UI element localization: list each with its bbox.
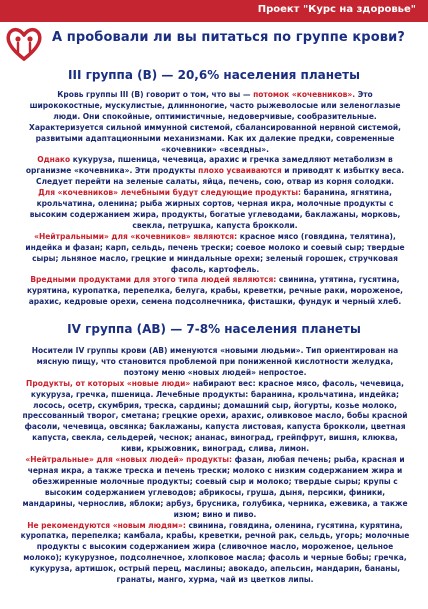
group3-paragraph-5: Вредными продуктами для этого типа людей являются: свинина, утятина, гусятина, курятина, куропатка, перепелка, белуга, крабы, креветки, речные раки, мороженое, арахис, кедровые орехи, семена подсолнечника, фисташки, фундук и черный хлеб.	[26, 275, 404, 307]
group4-paragraph-1: Носители IV группы крови (AB) именуются «новыми людьми». Тип ориентирован на мясную пищу, что становится проблемой при пониженной кислотности желудка, поэтому меню «новых людей» непростое.	[31, 346, 399, 377]
group3-paragraph-2: Однако кукуруза, пшеница, чечевица, арахис и гречка замедляют метаболизм в организме «кочевника». Эти продукты плохо усваиваются и приводят к избытку веса. Следует перейти на зеленые салаты, яйца, печень, сою, отвар из корня солодки.	[25, 155, 405, 187]
page-title: А пробовали ли вы питаться по группе крови?	[52, 30, 405, 45]
group4-text	[20, 346, 410, 586]
heart-people-icon	[5, 25, 43, 61]
group4-paragraph-2: Продукты, от которых «новые люди» набирают вес: красное мясо, фасоль, чечевица, кукуруза, гречка, пшеница. Лечебные продукты: баранина, крольчатина, индейка; лосось, осетр, скумбрия, треска, сардины; домашний сыр, йогурты, козье молоко, прессованный творог, сметана; грецкие орехи, арахис, оливковое масло, бобы красной фасоли, чечевица, овсянка; баклажаны, капуста листовая, капуста брокколи, цветная капуста, свекла, сельдерей, чеснок; ананас, виноград, грейпфрут, вишня, клюква, киви, крыжовник, виноград, слива, лимон.	[22, 378, 408, 454]
group4-paragraph-3: «Нейтральные» для «новых людей» продукты: фазан, любая печень; рыба, красная и черная икра, а также треска и печень трески; молоко с низким содержанием жира и обезжиренные молочные продукты; соевый сыр и молоко; твердые сыры; крупы с высоким содержанием углеводов; абрикосы, груша, дыня, персики, финики, мандарины, чернослив, яблоки; арбуз, брусника, голубика, черника, ежевика, а также изюм; вино и пиво.	[22, 455, 408, 519]
group4-title: IV группа (AB) — 7-8% населения планеты	[67, 322, 361, 336]
group4-paragraph-4: Не рекомендуются «новым людям»: свинина, говядина, оленина, гусятина, курятина, куропатка, перепелка; камбала, крабы, креветки, речной рак, сельдь, угорь; молочные продукты с высоким содержанием жира (сливочное масло, мороженое, цельное молоко); кукурузное, подсолнечное, хлопковое масла; фасоль и черные бобы; гречка, кукуруза, артишок, острый перец, маслины; авокадо, апельсин, мандарин, бананы, гранаты, манго, хурма, чай из цветков липы.	[20, 520, 410, 585]
group3-title: III группа (B) — 20,6% населения планеты	[68, 68, 360, 82]
project-title: Проект "Курс на здоровье"	[257, 4, 416, 15]
header-bar	[0, 0, 428, 22]
group3-paragraph-1: Кровь группы III (B) говорит о том, что вы — потомок «кочевников». Это ширококостные, мускулистые, длинноногие, часто рыжеволосые или зеленоглазые люди. Они спокойные, оптимистичные, недоверчивые, сообразительные. Характеризуется сильной иммунной системой, сбалансированной нервной системой, развитыми адаптационными механизмами. Как их далекие предки, современные «кочевники» «всеядны».	[29, 90, 401, 154]
group3-paragraph-4: «Нейтральными» для «кочевников» являются: красное мясо (говядина, телятина), индейка и фазан; карп, сельдь, печень трески; соевое молоко и соевый сыр; твердые сыры; льняное масло, грецкие и миндальные орехи; зеленый горошек, стручковая фасоль, картофель.	[25, 231, 405, 274]
group3-text	[20, 90, 410, 308]
group3-paragraph-3: Для «кочевников» лечебными будут следующие продукты: баранина, ягнятина, крольчатина, оленина; рыба жирных сортов, черная икра, молочные продукты с высоким содержанием жира, продукты, богатые углеводами, баклажаны, морковь, свекла, петрушка, капуста брокколи.	[29, 188, 401, 230]
